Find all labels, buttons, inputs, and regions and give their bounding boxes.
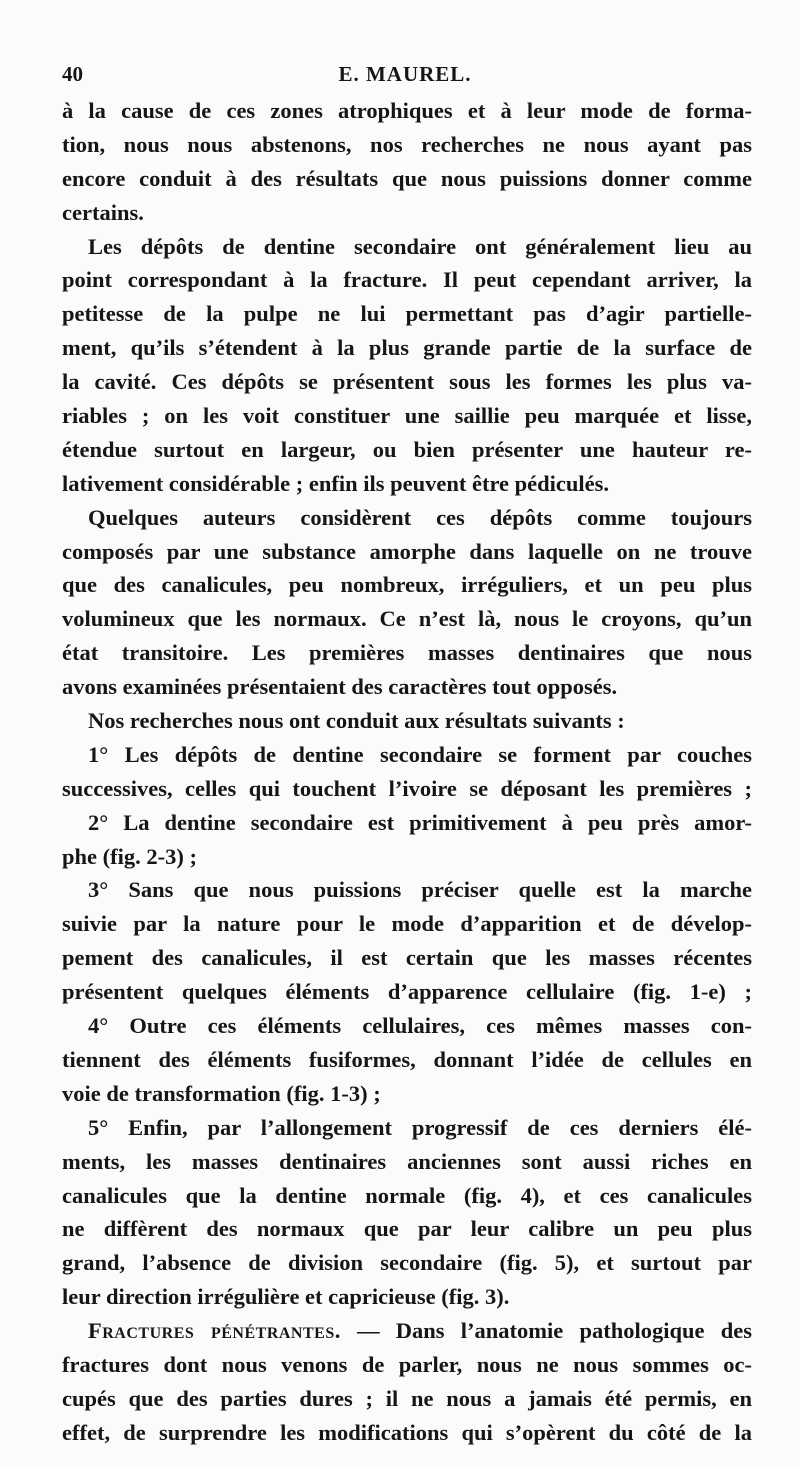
text-line: certains.: [62, 199, 144, 225]
text-line: 1° Les dépôts de dentine secondaire se forment par couches: [88, 741, 752, 767]
text-line: tiennent des éléments fusiformes, donnant l’idée de cellules en: [62, 1046, 752, 1072]
text-line: tion, nous nous abstenons, nos recherches ne nous ayant pas: [62, 131, 752, 157]
text-line: état transitoire. Les premières masses dentinaires que nous: [62, 640, 752, 666]
text-line: suivie par la nature pour le mode d’apparition et de dévelop-: [62, 911, 752, 937]
text-line: riables ; on les voit constituer une saillie peu marquée et lisse,: [62, 403, 752, 429]
text-line: Les dépôts de dentine secondaire ont généralement lieu au: [88, 233, 752, 259]
text-line: 2° La dentine secondaire est primitivement à peu près amor-: [88, 809, 752, 835]
text-line: composés par une substance amorphe dans laquelle on ne trouve: [62, 538, 752, 564]
text-line: fractures dont nous venons de parler, nous ne nous sommes oc-: [62, 1351, 752, 1377]
text-line: phe (fig. 2-3) ;: [62, 843, 197, 869]
text-line: successives, celles qui touchent l’ivoire se déposant les premières ;: [62, 775, 752, 801]
text-line: 3° Sans que nous puissions préciser quelle est la marche: [88, 877, 752, 903]
text-line: étendue surtout en largeur, ou bien présenter une hauteur re-: [62, 436, 752, 462]
text-line: canalicules que la dentine normale (fig. 4), et ces canalicules: [62, 1182, 752, 1208]
text-line: petitesse de la pulpe ne lui permettant pas d’agir partielle-: [62, 301, 752, 327]
text-line: ne diffèrent des normaux que par leur calibre un peu plus: [62, 1216, 752, 1242]
text-line: grand, l’absence de division secondaire (fig. 5), et surtout par: [62, 1250, 752, 1276]
text-line: encore conduit à des résultats que nous puissions donner comme: [62, 165, 752, 191]
text-line: voie de transformation (fig. 1-3) ;: [62, 1080, 381, 1106]
text-line: effet, de surprendre les modifications qui s’opèrent du côté de la: [62, 1419, 752, 1445]
text-line: 4° Outre ces éléments cellulaires, ces mêmes masses con-: [88, 1013, 752, 1039]
page-number: 40: [62, 62, 83, 86]
text-line: Quelques auteurs considèrent ces dépôts comme toujours: [88, 504, 752, 530]
text-line: volumineux que les normaux. Ce n’est là, nous le croyons, qu’un: [62, 606, 752, 632]
text-line: que des canalicules, peu nombreux, irréguliers, et un peu plus: [62, 572, 752, 598]
text-line: leur direction irrégulière et capricieuse (fig. 3).: [62, 1284, 510, 1310]
text-line: pement des canalicules, il est certain que les masses récentes: [62, 945, 752, 971]
text-line: cupés que des parties dures ; il ne nous a jamais été permis, en: [62, 1385, 752, 1411]
body-text: [62, 94, 752, 1450]
text-line: ment, qu’ils s’étendent à la plus grande partie de la surface de: [62, 335, 752, 361]
text-line-rest: — Dans l’anatomie pathologique des: [340, 1318, 752, 1344]
text-line: 5° Enfin, par l’allongement progressif de ces derniers élé-: [88, 1114, 752, 1140]
text-line: [62, 1314, 752, 1348]
text-line: à la cause de ces zones atrophiques et à leur mode de forma-: [62, 98, 752, 123]
text-line: Nos recherches nous ont conduit aux résultats suivants :: [88, 708, 625, 734]
text-line: point correspondant à la fracture. Il peut cependant arriver, la: [62, 267, 752, 293]
text-line: avons examinées présentaient des caractères tout opposés.: [62, 674, 618, 700]
page-header: [62, 62, 748, 92]
text-line: la cavité. Ces dépôts se présentent sous les formes les plus va-: [62, 369, 752, 395]
section-heading: Fractures pénétrantes.: [88, 1318, 341, 1344]
text-line: lativement considérable ; enfin ils peuvent être pédiculés.: [62, 470, 610, 496]
text-line: présentent quelques éléments d’apparence cellulaire (fig. 1-e) ;: [62, 979, 752, 1005]
running-head: E. MAUREL.: [338, 62, 472, 86]
text-line: ments, les masses dentinaires anciennes sont aussi riches en: [62, 1148, 752, 1174]
